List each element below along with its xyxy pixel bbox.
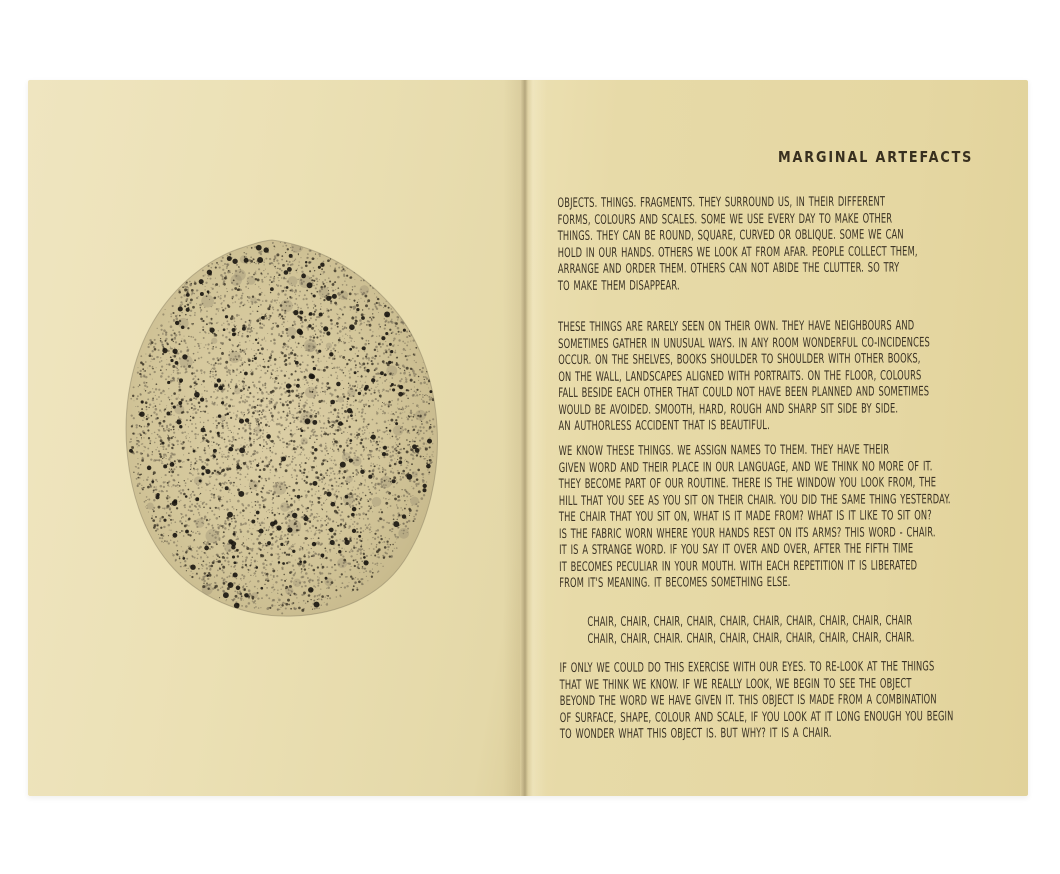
stone-illustration xyxy=(28,80,520,796)
text-line: ON THE WALL, LANDSCAPES ALIGNED WITH PORTRAITS. ON THE FLOOR, COLOURS xyxy=(558,367,922,385)
paragraph xyxy=(558,194,1060,295)
paragraph xyxy=(558,317,1060,435)
text-line: WE KNOW THESE THINGS. WE ASSIGN NAMES TO THEM. THEY HAVE THEIR xyxy=(558,442,890,459)
essay-text xyxy=(557,78,1020,796)
paragraph xyxy=(587,613,1060,648)
left-page xyxy=(28,80,520,796)
text-line: FORMS, COLOURS AND SCALES. SOME WE USE EVERY DAY TO MAKE OTHER xyxy=(557,211,893,228)
paragraph xyxy=(559,441,1060,592)
text-line: WOULD BE AVOIDED. SMOOTH, HARD, ROUGH AND SHARP SIT SIDE BY SIDE. xyxy=(558,401,899,418)
text-line: IT IS A STRANGE WORD. IF YOU SAY IT OVER AND OVER, AFTER THE FIFTH TIME xyxy=(559,541,914,558)
text-line: TO MAKE THEM DISAPPEAR. xyxy=(557,277,680,294)
text-line: AN AUTHORLESS ACCIDENT THAT IS BEAUTIFUL. xyxy=(558,418,770,434)
text-line: IS THE FABRIC WORN WHERE YOUR HANDS REST ON ITS ARMS? THIS WORD - CHAIR. xyxy=(558,524,936,542)
text-line: SOMETIMES GATHER IN UNUSUAL WAYS. IN ANY ROOM WONDERFUL CO-INCIDENCES xyxy=(558,334,930,352)
text-line: CHAIR, CHAIR, CHAIR, CHAIR, CHAIR, CHAIR, CHAIR, CHAIR, CHAIR, CHAIR xyxy=(587,613,913,630)
text-line: FROM IT'S MEANING. IT BECOMES SOMETHING ELSE. xyxy=(559,574,791,591)
right-page xyxy=(520,80,1028,796)
paragraph xyxy=(560,658,1060,743)
text-line: TO WONDER WHAT THIS OBJECT IS. BUT WHY? IT IS A CHAIR. xyxy=(559,725,832,742)
text-line: THAT WE THINK WE KNOW. IF WE REALLY LOOK, WE BEGIN TO SEE THE OBJECT xyxy=(559,675,912,693)
text-line: THEY BECOME PART OF OUR ROUTINE. THERE IS THE WINDOW YOU LOOK FROM, THE xyxy=(558,475,937,492)
text-line: HILL THAT YOU SEE AS YOU SIT ON THEIR CHAIR. YOU DID THE SAME THING YESTERDAY. xyxy=(558,491,951,509)
text-line: CHAIR, CHAIR, CHAIR. CHAIR, CHAIR, CHAIR, CHAIR, CHAIR, CHAIR, CHAIR. xyxy=(587,629,915,647)
text-line: OBJECTS. THINGS. FRAGMENTS. THEY SURROUND US, IN THEIR DIFFERENT xyxy=(557,194,886,211)
text-line: IT BECOMES PECULIAR IN YOUR MOUTH. WITH EACH REPETITION IT IS LIBERATED xyxy=(559,557,918,575)
text-line: THESE THINGS ARE RARELY SEEN ON THEIR OWN. THEY HAVE NEIGHBOURS AND xyxy=(558,318,915,335)
text-line: ARRANGE AND ORDER THEM. OTHERS CAN NOT ABIDE THE CLUTTER. SO TRY xyxy=(557,260,900,277)
book-spread xyxy=(28,80,1028,796)
text-line: GIVEN WORD AND THEIR PLACE IN OUR LANGUAGE, AND WE THINK NO MORE OF IT. xyxy=(558,458,933,476)
text-line: THE CHAIR THAT YOU SIT ON, WHAT IS IT MADE FROM? WHAT IS IT LIKE TO SIT ON? xyxy=(558,508,932,525)
page-title: MARGINAL ARTEFACTS xyxy=(778,148,974,166)
text-line: THINGS. THEY CAN BE ROUND, SQUARE, CURVED OR OBLIQUE. SOME WE CAN xyxy=(557,227,904,244)
text-line: HOLD IN OUR HANDS. OTHERS WE LOOK AT FROM AFAR. PEOPLE COLLECT THEM, xyxy=(557,243,918,261)
text-line: BEYOND THE WORD WE HAVE GIVEN IT. THIS OBJECT IS MADE FROM A COMBINATION xyxy=(559,692,937,709)
text-line: OF SURFACE, SHAPE, COLOUR AND SCALE, IF YOU LOOK AT IT LONG ENOUGH YOU BEGIN xyxy=(559,708,954,726)
text-line: OCCUR. ON THE SHELVES, BOOKS SHOULDER TO SHOULDER WITH OTHER BOOKS, xyxy=(558,351,921,368)
text-line: IF ONLY WE COULD DO THIS EXERCISE WITH OUR EYES. TO RE-LOOK AT THE THINGS xyxy=(559,659,935,676)
text-line: FALL BESIDE EACH OTHER THAT COULD NOT HAVE BEEN PLANNED AND SOMETIMES xyxy=(558,384,930,401)
